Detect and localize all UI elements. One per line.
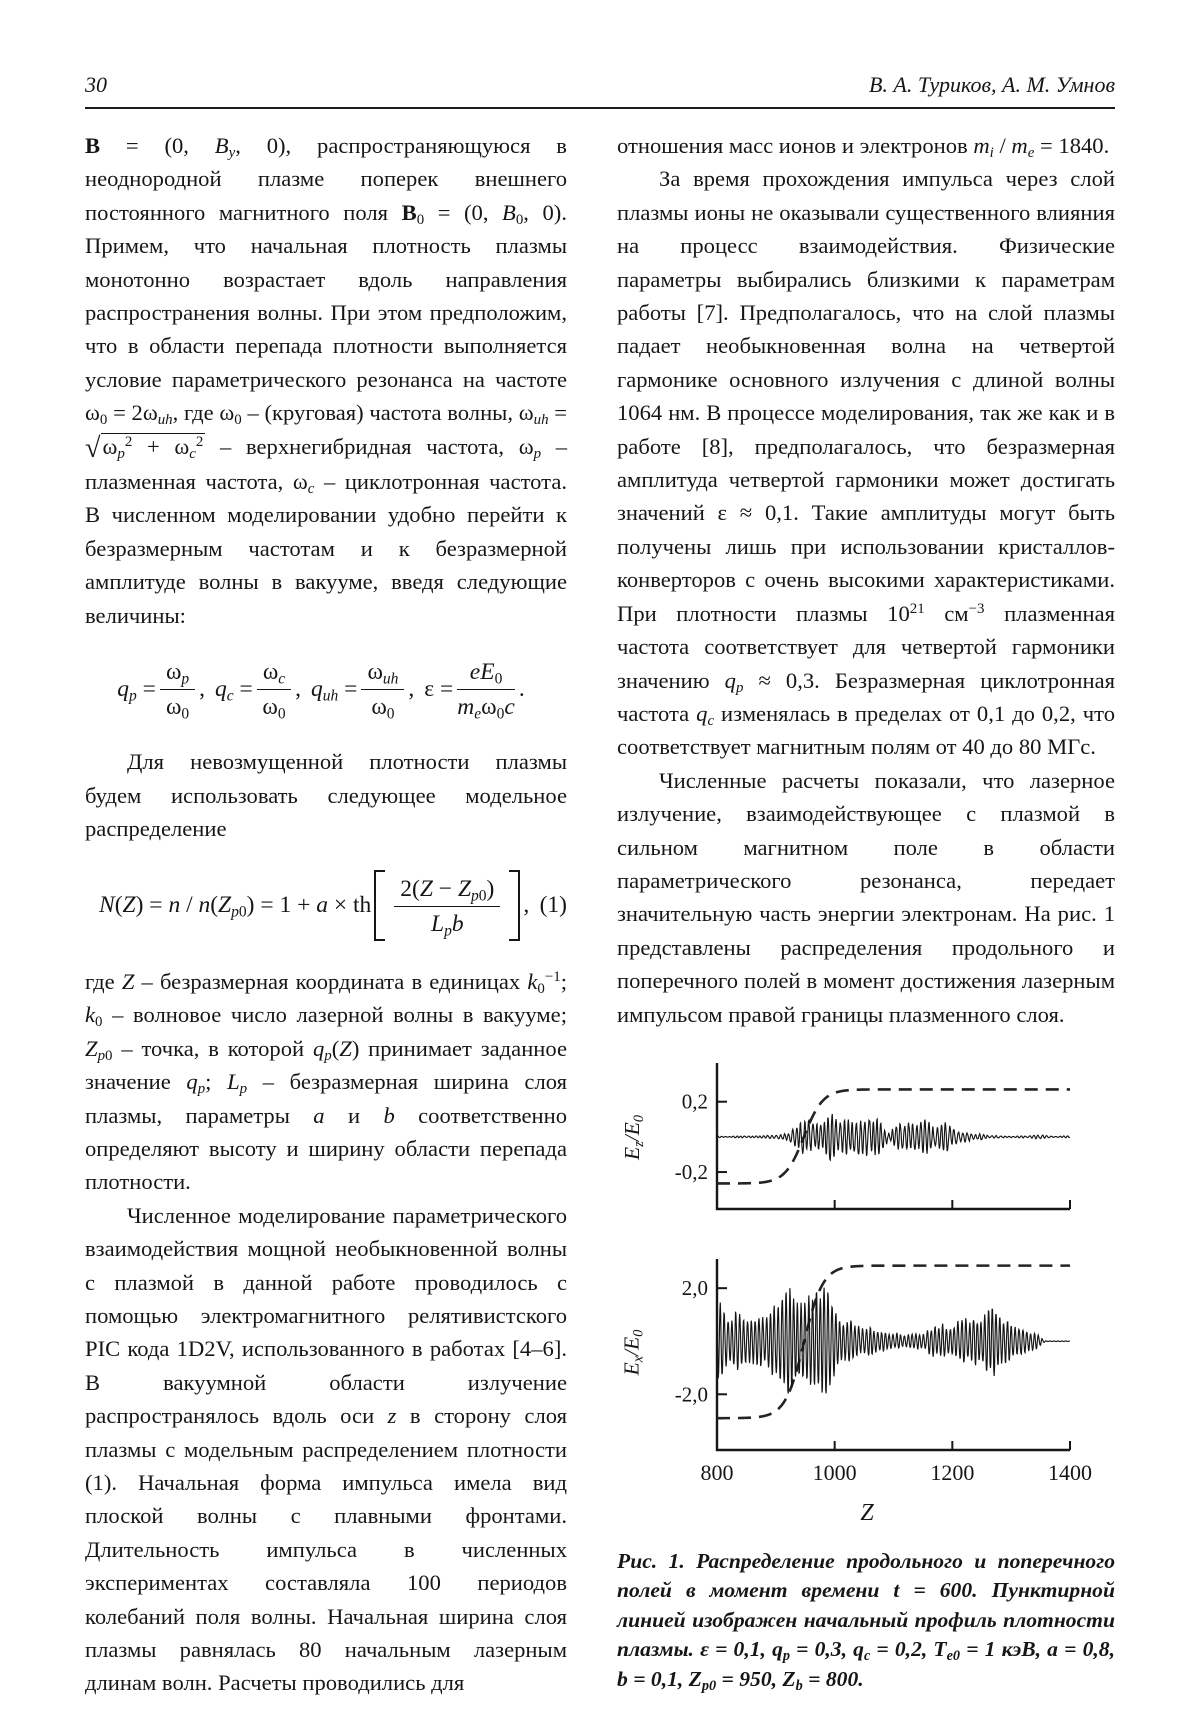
paragraph-model-distribution-intro: Для невозмущенной плотности плазмы будем использовать следующее модельное распределение xyxy=(85,749,567,842)
svg-text:2,0: 2,0 xyxy=(681,1276,708,1301)
running-header xyxy=(85,72,1115,98)
right-column xyxy=(617,129,1115,1716)
right-bracket xyxy=(509,870,520,941)
paragraph-numerical-modeling: Численное моделирование параметрического взаимодействия мощной необыкновенной волны с плазмой в данной работе проводилось с помощью электромагнитного релятивистского PIC кода 1D2V, использованного в работах [4–6]. В вакуумной области излучение распространялось вдоль оси z в сторону слоя плазмы с модельным распределением плотности (1). Начальная форма импульса имела вид плоской волны с плавными фронтами. Длительность импульса в численных экспериментах составляла 100 периодов колебаний поля волны. Начальная ширина слоя плазмы равнялась 80 начальным лазерным длинам волн. Расчеты проводились для xyxy=(85,1202,567,1696)
chart-ex-row xyxy=(617,1253,1115,1498)
svg-text:0,2: 0,2 xyxy=(681,1089,708,1114)
fraction: $\frac{\omega_p}{\omega_0}$ xyxy=(160,656,195,721)
fraction: $\frac{\omega_c}{\omega_0}$ xyxy=(257,656,291,721)
two-column-body xyxy=(85,129,1115,1716)
chart-ex-field xyxy=(647,1253,1092,1498)
page-number: 30 xyxy=(85,72,107,97)
paragraph-physical-parameters: За время прохождения импульса через слой плазмы ионы не оказывали существенного влияния на процесс взаимодействия. Физические параметры выбирались близкими к параметрам работы [7]. Предполагалось, что на слой плазмы падает необыкновенная волна на четвертой гармонике основного излучения с длиной волны 1064 нм. В процессе моделирования, так же как и в работе [8], предполагалось, что безразмерная амплитуда четвертой гармоники может достигать значений ε ≈ 0,1. Такие амплитуды могут быть получены лишь при использовании кристаллов-конверторов с очень высокими характеристиками. При плотности плазмы $10^{21}$ $см^{-3}$ плазменная частота соответствует для четвертой гармоники значению $q_p \approx 0,3$. Безразмерная циклотронная частота $q_c$ изменялась в пределах от 0,1 до 0,2, что соответствует магнитным полям от 40 до 80 МГс. xyxy=(617,166,1116,760)
equation-dimensionless-definitions xyxy=(85,656,567,721)
y-axis-label-ez: $E_z/E_0$ xyxy=(619,1115,647,1161)
definition-quh: $q_{uh}$ = $\frac{\omega_{uh}}{\omega_0}$ , xyxy=(311,656,424,721)
chart-ez-field xyxy=(647,1057,1087,1219)
equation-number: (1) xyxy=(539,892,567,919)
figure-caption: Рис. 1. Распределение продольного и поперечного полей в момент времени t = 600. Пунктирной линией изображен начальный профиль плотности плазмы. ε = 0,1, $q_p = 0,3$, $q_c = 0,2$, $T_{e0} = 1$ кэВ, a = 0,8, b = 0,1, $Z_{p0} = 950$, $Z_b = 800$. xyxy=(617,1548,1115,1694)
svg-text:1400: 1400 xyxy=(1048,1459,1092,1485)
definition-qc: $q_c$ = $\frac{\omega_c}{\omega_0}$ , xyxy=(215,656,311,721)
definition-qp: $q_p$ = $\frac{\omega_p}{\omega_0}$ , xyxy=(117,656,215,721)
definition-epsilon: ε = $\frac{eE_0}{m_e\omega_0c}$ . xyxy=(424,656,534,721)
equation-density-profile: $N(Z) = n / n(Z_{p0}) = 1 + a$ × th $\frac{2(Z - Z_{p0})}{L_pb}$ , (1) xyxy=(85,870,567,941)
svg-text:1000: 1000 xyxy=(812,1459,857,1485)
paragraph-variable-explanations: где Z – безразмерная координата в единицах $k_0^{-1}$; $k_0$ – волновое число лазерной волны в вакууме; $Z_{p0}$ – точка, в которой $q_p(Z)$ принимает заданное значение $q_p$; $L_p$ – безразмерная ширина слоя плазмы, параметры a и b соответственно определяют высоту и ширину области перепада плотности. xyxy=(85,968,567,1195)
running-head-authors: В. А. Туриков, А. М. Умнов xyxy=(868,72,1115,97)
paragraph-continuation: B = (0, $B_y$, 0), распространяющуюся в неоднородной плазме поперек внешнего постоянного магнитного поля $B_0 = (0$, $B_0$, 0). Примем, что начальная плотность плазмы монотонно возрастает вдоль направления распространения волны. При этом предположим, что в области перепада плотности выполняется условие параметрического резонанса на частоте $\omega_0 = 2\omega_{uh}$, где $\omega_0$ – (круговая) частота волны, $\omega_{uh} = √\omega_p^2 + \omega_c^2$ – верхнегибридная частота, $\omega_p$ – плазменная частота, $\omega_c$ – циклотронная частота. В численном моделировании удобно перейти к безразмерным частотам и к безразмерной амплитуде волны в вакууме, введя следующие величины: xyxy=(85,133,567,628)
svg-text:1200: 1200 xyxy=(930,1459,975,1485)
fraction: $\frac{2(Z - Z_{p0})}{L_pb}$ xyxy=(394,873,500,938)
header-rule xyxy=(85,107,1115,109)
svg-text:-0,2: -0,2 xyxy=(674,1160,708,1185)
paragraph-numerical-results: Численные расчеты показали, что лазерное излучение, взаимодействующее с плазмой в сильном магнитном поле в области параметрического резонанса, передает значительную часть энергии электронам. На рис. 1 представлены распределения продольного и поперечного полей в момент достижения лазерным импульсом правой границы плазменного слоя. xyxy=(617,767,1115,1027)
left-column xyxy=(85,129,567,1716)
chart-ez-row xyxy=(617,1057,1115,1219)
y-axis-label-ex: $E_x/E_0$ xyxy=(619,1329,647,1376)
fraction: $\frac{\omega_{uh}}{\omega_0}$ xyxy=(361,656,404,721)
figure-1 xyxy=(617,1057,1115,1695)
left-bracket xyxy=(374,870,385,941)
x-axis-label: Z xyxy=(860,1499,874,1526)
fraction: $\frac{eE_0}{m_e\omega_0c}$ xyxy=(457,656,515,721)
paragraph-mass-ratio: отношения масс ионов и электронов $m_i / m_e = 1840$. xyxy=(617,133,1110,162)
svg-text:-2,0: -2,0 xyxy=(674,1382,708,1407)
square-brackets xyxy=(374,870,520,941)
svg-text:800: 800 xyxy=(700,1459,734,1485)
